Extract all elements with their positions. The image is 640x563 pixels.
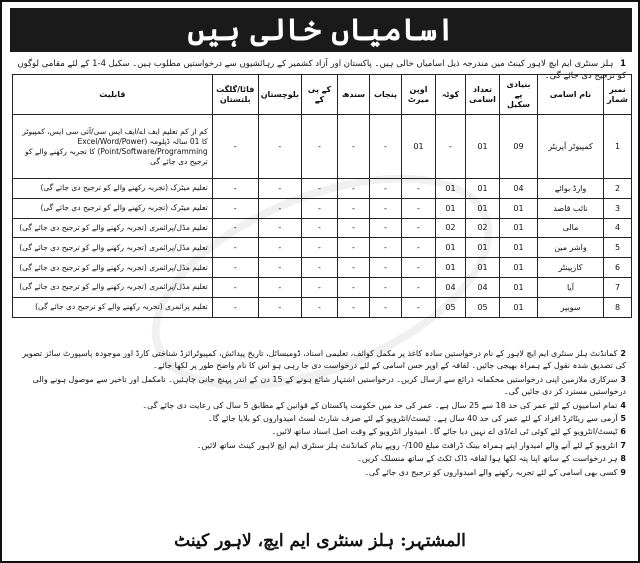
- note-number: 2: [620, 349, 626, 358]
- cell-serial: 2: [604, 179, 632, 199]
- vacancy-table: [12, 74, 632, 318]
- note-number: 6: [620, 427, 626, 437]
- cell-kpk: -: [302, 297, 338, 317]
- cell-sindh: -: [338, 115, 370, 179]
- cell-qualification: تعلیم مڈل/پرائمری (تجربہ رکھنے والے کو ترجیح دی جائے گی): [13, 258, 213, 278]
- cell-count: 01: [466, 258, 500, 278]
- cell-count: 05: [466, 297, 500, 317]
- cell-punjab: -: [370, 258, 402, 278]
- note-text: سرکاری ملازمین اپنی درخواستیں محکمانہ ذرائع سے ارسال کریں۔ درخواستیں اشتہار شائع ہونے کے 15 دن کے اندر پہنچ جانی چاہئیں۔ نامکمل اور تاخیر سے موصول ہونے والی درخواستیں مسترد کر دی جائیں گی۔: [32, 374, 626, 397]
- header-punjab: پنجاب: [370, 75, 402, 115]
- note-number: 4: [620, 400, 626, 410]
- cell-kpk: -: [302, 198, 338, 218]
- cell-open: 02: [436, 218, 466, 238]
- cell-balochistan: -: [258, 297, 301, 317]
- cell-scale: 01: [500, 238, 538, 258]
- cell-punjab: -: [370, 218, 402, 238]
- cell-kpk: -: [302, 179, 338, 199]
- cell-merit: -: [402, 297, 436, 317]
- cell-serial: 3: [604, 198, 632, 218]
- cell-punjab: -: [370, 297, 402, 317]
- cell-qualification: تعلیم مڈل/پرائمری (تجربہ رکھنے والے کو ترجیح دی جائے گی): [13, 238, 213, 258]
- table-row: [13, 198, 632, 218]
- cell-scale: 01: [500, 218, 538, 238]
- note-number: 9: [620, 467, 626, 477]
- note-text: انٹرویو کے لئے آنے والے امیدوار اپنے ہمراہ بینک ڈرافٹ مبلغ 100/- روپے بنام کمانڈنٹ ہلز سنٹری ایم ایچ لاہور کینٹ ساتھ لائیں۔: [196, 440, 618, 450]
- cell-scale: 01: [500, 277, 538, 297]
- cell-fata: -: [212, 258, 258, 278]
- cell-punjab: -: [370, 115, 402, 179]
- cell-punjab: -: [370, 238, 402, 258]
- intro-text: ہلز سنٹری ایم ایچ لاہور کینٹ میں مندرجہ ذیل اسامیاں خالی ہیں۔ پاکستان اور آزاد کشمیر کے رہائشیوں سے درخواستیں مطلوب ہیں۔ سکیل 4-1 کے لئے مقامی لوگوں کو ترجیح دی جائے گی۔: [17, 59, 626, 81]
- cell-post: کمپیوٹر آپریٹر: [538, 115, 604, 179]
- table-row: [13, 297, 632, 317]
- cell-fata: -: [212, 179, 258, 199]
- cell-count: 01: [466, 179, 500, 199]
- cell-open: 01: [436, 179, 466, 199]
- cell-qualification: تعلیم پرائمری (تجربہ رکھنے والے کو ترجیح دی جائے گی): [13, 297, 213, 317]
- header-sindh: سندھ: [338, 75, 370, 115]
- header-banner: [10, 8, 632, 52]
- table-row: [13, 258, 632, 278]
- cell-balochistan: -: [258, 198, 301, 218]
- cell-punjab: -: [370, 179, 402, 199]
- cell-fata: -: [212, 277, 258, 297]
- cell-serial: 6: [604, 258, 632, 278]
- cell-punjab: -: [370, 277, 402, 297]
- header-merit: اوپن میرٹ: [402, 75, 436, 115]
- cell-qualification: تعلیم میٹرک (تجربہ رکھنے والے کو ترجیح دی جائے گی): [13, 179, 213, 199]
- page-title: اسامیاں خالی ہیں: [187, 12, 455, 48]
- cell-open: 01: [436, 258, 466, 278]
- cell-fata: -: [212, 297, 258, 317]
- note-text: کمانڈنٹ ہلز سنٹری ایم ایچ لاہور کے نام درخواستیں سادہ کاغذ پر مکمل کوائف، تعلیمی اسناد، ڈومیسائل، تاریخ پیدائش، کمپیوٹرائزڈ شناختی کارڈ اور موجودہ پاسپورٹ سائز تصویر کی تصدیق شدہ نقول کے ہمراہ بھیجی جائیں۔ لفافہ کے اوپر جس اسامی کے لئے درخواست دی جا رہی ہو اس کا نام واضح طور پر لکھا جائے۔: [22, 349, 626, 371]
- cell-merit: -: [402, 258, 436, 278]
- cell-sindh: -: [338, 179, 370, 199]
- cell-post: آیا: [538, 277, 604, 297]
- table-header-row: [13, 75, 632, 115]
- cell-count: 01: [466, 238, 500, 258]
- cell-post: کارپینٹر: [538, 258, 604, 278]
- cell-scale: 01: [500, 198, 538, 218]
- cell-kpk: -: [302, 115, 338, 179]
- note-number: 8: [620, 454, 626, 464]
- cell-qualification: تعلیم میٹرک (تجربہ رکھنے والے کو ترجیح دی جائے گی): [13, 198, 213, 218]
- cell-sindh: -: [338, 277, 370, 297]
- cell-merit: -: [402, 179, 436, 199]
- note-item: [12, 426, 626, 438]
- cell-sindh: -: [338, 258, 370, 278]
- cell-kpk: -: [302, 277, 338, 297]
- table-row: [13, 238, 632, 258]
- cell-kpk: -: [302, 258, 338, 278]
- cell-sindh: -: [338, 218, 370, 238]
- header-scale: بنیادی پے سکیل: [500, 75, 538, 115]
- cell-qualification: کم از کم تعلیم ایف اے/ایف ایس سی/آئی سی ایس، کمپیوٹر کا 01 سالہ ڈپلومہ (Excel/Word/Power Point/Software/Programming) کا تجربہ رکھنے والے کو ترجیح دی جائے گی: [13, 115, 213, 179]
- cell-merit: -: [402, 198, 436, 218]
- note-item: [12, 374, 626, 399]
- note-text: آرمی سے ریٹائرڈ افراد کے لئے عمر کی حد 40 سال ہے۔ ٹیسٹ/انٹرویو کے لئے صرف شارٹ لسٹ امیدواروں کو بلایا جائے گا۔: [208, 414, 618, 424]
- cell-count: 04: [466, 277, 500, 297]
- cell-qualification: تعلیم مڈل/پرائمری (تجربہ رکھنے والے کو ترجیح دی جائے گی): [13, 277, 213, 297]
- cell-balochistan: -: [258, 238, 301, 258]
- cell-fata: -: [212, 218, 258, 238]
- cell-count: 02: [466, 218, 500, 238]
- cell-merit: -: [402, 238, 436, 258]
- note-item: [12, 440, 626, 452]
- note-number: 5: [620, 414, 626, 424]
- cell-qualification: تعلیم مڈل/پرائمری (تجربہ رکھنے والے کو ترجیح دی جائے گی): [13, 218, 213, 238]
- cell-punjab: -: [370, 198, 402, 218]
- cell-merit: 01: [402, 115, 436, 179]
- cell-open: 04: [436, 277, 466, 297]
- note-item: [12, 413, 626, 425]
- header-qualification: قابلیت: [13, 75, 213, 115]
- header-balochistan: بلوچستان: [258, 75, 301, 115]
- table-row: [13, 218, 632, 238]
- cell-open: 01: [436, 198, 466, 218]
- cell-scale: 01: [500, 258, 538, 278]
- note-text: کسی بھی اسامی کے لئے تجربہ رکھنے والے امیدواروں کو ترجیح دی جائے گی۔: [364, 467, 618, 477]
- cell-count: 01: [466, 115, 500, 179]
- cell-balochistan: -: [258, 115, 301, 179]
- cell-post: واشر مین: [538, 238, 604, 258]
- cell-post: مالی: [538, 218, 604, 238]
- notes-section: [12, 348, 626, 480]
- note-text: ہر درخواست کے ساتھ اپنا پتہ لکھا ہوا لفافہ ڈاک ٹکٹ کے ساتھ منسلک کریں۔: [357, 454, 618, 464]
- header-post: نام اسامی: [538, 75, 604, 115]
- cell-fata: -: [212, 115, 258, 179]
- note-number: 7: [620, 440, 626, 450]
- cell-serial: 7: [604, 277, 632, 297]
- note-number: 3: [620, 374, 626, 384]
- cell-serial: 1: [604, 115, 632, 179]
- cell-count: 01: [466, 198, 500, 218]
- cell-kpk: -: [302, 218, 338, 238]
- cell-balochistan: -: [258, 179, 301, 199]
- cell-serial: 8: [604, 297, 632, 317]
- note-item: [12, 467, 626, 479]
- cell-sindh: -: [338, 238, 370, 258]
- note-item: [12, 453, 626, 465]
- cell-fata: -: [212, 238, 258, 258]
- note-item: [12, 348, 626, 373]
- header-serial: نمبر شمار: [604, 75, 632, 115]
- table-row: [13, 277, 632, 297]
- table-row: [13, 179, 632, 199]
- cell-scale: 01: [500, 297, 538, 317]
- header-count: تعداد اسامی: [466, 75, 500, 115]
- advertiser-footer: المشتہر: ہلز سنٹری ایم ایچ، لاہور کینٹ: [174, 531, 466, 551]
- cell-merit: -: [402, 218, 436, 238]
- cell-serial: 5: [604, 238, 632, 258]
- cell-open: 01: [436, 238, 466, 258]
- cell-open: 05: [436, 297, 466, 317]
- cell-sindh: -: [338, 198, 370, 218]
- header-kpk: کے پی کے: [302, 75, 338, 115]
- note-text: ٹیسٹ/انٹرویو کے لئے کوئی ٹی اے/ڈی اے نہیں دیا جائے گا۔ امیدوار انٹرویو کے وقت اصل اسناد ساتھ لائیں۔: [271, 427, 618, 437]
- cell-open: -: [436, 115, 466, 179]
- cell-merit: -: [402, 277, 436, 297]
- intro-number: 1: [620, 59, 626, 69]
- cell-scale: 04: [500, 179, 538, 199]
- cell-scale: 09: [500, 115, 538, 179]
- cell-post: نائب قاصد: [538, 198, 604, 218]
- cell-serial: 4: [604, 218, 632, 238]
- cell-kpk: -: [302, 238, 338, 258]
- cell-post: وارڈ بوائے: [538, 179, 604, 199]
- cell-balochistan: -: [258, 277, 301, 297]
- note-item: [12, 400, 626, 412]
- cell-fata: -: [212, 198, 258, 218]
- note-text: تمام اسامیوں کے لئے عمر کی حد 18 سے 25 سال ہے۔ عمر کی حد میں حکومت پاکستان کے قوانین کے مطابق 5 سال کی رعایت دی جائے گی۔: [142, 400, 618, 410]
- cell-balochistan: -: [258, 218, 301, 238]
- cell-post: سویپر: [538, 297, 604, 317]
- header-open: کوٹہ: [436, 75, 466, 115]
- table-row: [13, 115, 632, 179]
- cell-sindh: -: [338, 297, 370, 317]
- cell-balochistan: -: [258, 258, 301, 278]
- header-fata: فاٹا/گلگت بلتستان: [212, 75, 258, 115]
